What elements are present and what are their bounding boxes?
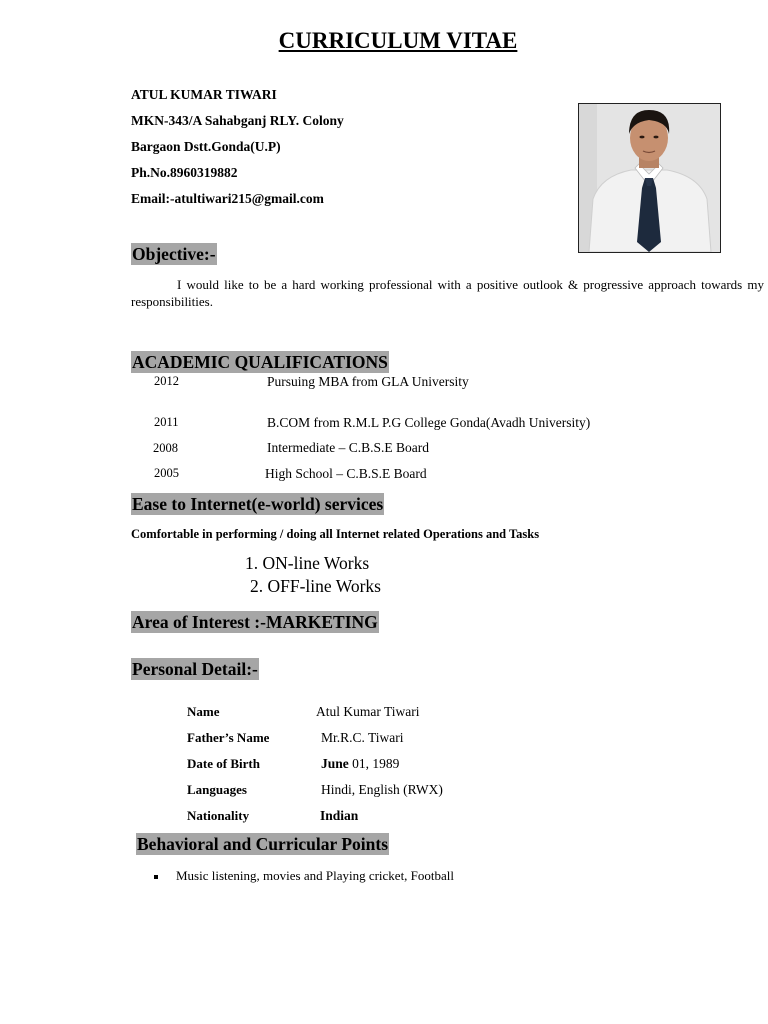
list-item: 2. OFF-line Works: [250, 576, 381, 596]
personal-label: Date of Birth: [187, 756, 260, 771]
personal-label: Nationality: [187, 808, 250, 823]
personal-value: [321, 756, 399, 772]
objective-text: I would like to be a hard working professional with a positive outlook & progressive approach towards my responsibilities.: [131, 277, 764, 309]
personal-value: Atul Kumar Tiwari: [316, 704, 420, 719]
academic-description: Intermediate – C.B.S.E Board: [267, 440, 429, 455]
academic-heading: ACADEMIC QUALIFICATIONS: [132, 352, 388, 372]
personal-value: Mr.R.C. Tiwari: [321, 730, 404, 745]
profile-photo: [578, 103, 721, 253]
academic-year: 2005: [154, 466, 179, 480]
personal-heading: Personal Detail:-: [132, 659, 258, 679]
contact-address-line-2: Bargaon Dstt.Gonda(U.P): [131, 139, 281, 154]
personal-label: Father’s Name: [187, 730, 270, 745]
personal-value: Indian: [320, 808, 359, 823]
academic-year: 2012: [154, 374, 179, 388]
academic-year: 2011: [154, 415, 179, 429]
personal-value-bold: June: [321, 756, 349, 771]
list-item: Music listening, movies and Playing cricket, Football: [176, 868, 455, 883]
interest-heading: Area of Interest :-MARKETING: [132, 612, 378, 632]
contact-phone: Ph.No.8960319882: [131, 165, 238, 180]
objective-heading: Objective:-: [132, 244, 216, 264]
personal-label: Name: [187, 704, 220, 719]
academic-year: 2008: [153, 441, 178, 455]
personal-value-rest: 01, 1989: [348, 756, 400, 771]
list-item: 1. ON-line Works: [245, 553, 370, 573]
personal-value: Hindi, English (RWX): [321, 782, 443, 797]
person-photo-icon: [579, 104, 720, 252]
internet-heading: Ease to Internet(e-world) services: [132, 494, 384, 514]
behavioral-heading: Behavioral and Curricular Points: [137, 834, 389, 854]
internet-description: Comfortable in performing / doing all Internet related Operations and Tasks: [131, 527, 540, 541]
personal-label: Languages: [187, 782, 247, 797]
contact-address-line-1: MKN-343/A Sahabganj RLY. Colony: [131, 113, 344, 128]
academic-description: Pursuing MBA from GLA University: [267, 374, 469, 389]
academic-description: B.COM from R.M.L P.G College Gonda(Avadh University): [267, 415, 591, 430]
bullet-icon: [154, 875, 158, 879]
academic-description: High School – C.B.S.E Board: [265, 466, 427, 481]
contact-email: Email:-atultiwari215@gmail.com: [131, 191, 324, 206]
contact-name: ATUL KUMAR TIWARI: [131, 87, 277, 102]
page-title: CURRICULUM VITAE: [278, 28, 518, 53]
